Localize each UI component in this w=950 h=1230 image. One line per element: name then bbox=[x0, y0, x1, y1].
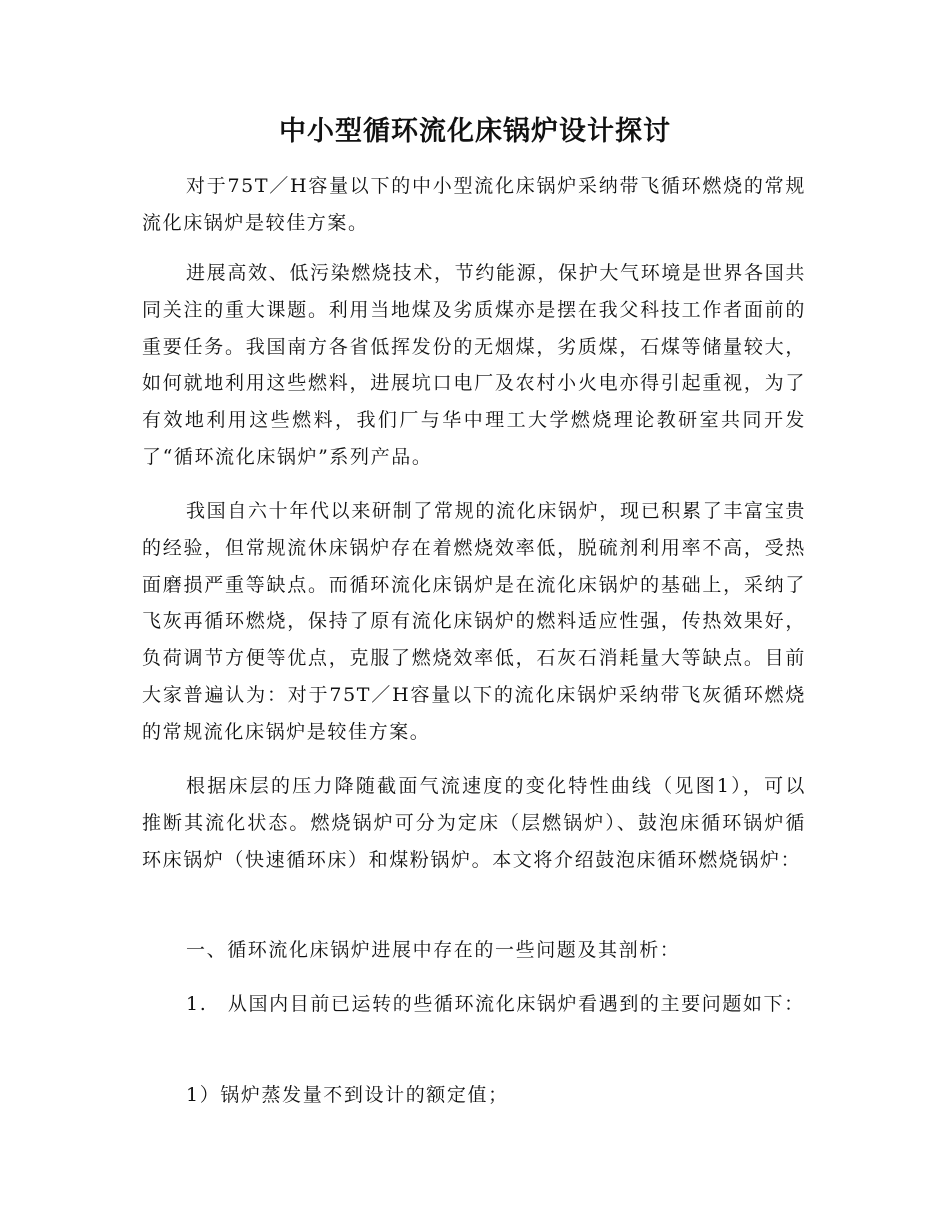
section-heading-problems: 一、循环流化床锅炉进展中存在的一些问题及其剖析： bbox=[186, 939, 681, 961]
paragraph-intro: 对于75T／H容量以下的中小型流化床锅炉采纳带飞循环燃烧的常规流化床锅炉是较佳方案。 bbox=[142, 175, 806, 234]
list-item-1: 1. 从国内目前已运转的些循环流化床锅炉看遇到的主要问题如下： bbox=[186, 993, 805, 1015]
paragraph-history: 我国自六十年代以来研制了常规的流化床锅炉，现已积累了丰富宝贵的经验，但常规流休床锅炉存在着燃烧效率低，脱硫剂利用率不高，受热面磨损严重等缺点。而循环流化床锅炉是在流化床锅炉的基础上，采纳了飞灰再循环燃烧，保持了原有流化床锅炉的燃料适应性强，传热效果好，负荷调节方便等优点，克服了燃烧效率低，石灰石消耗量大等缺点。目前大家普遍认为：对于75T／H容量以下的流化床锅炉采纳带飞灰循环燃烧的常规流化床锅炉是较佳方案。 bbox=[142, 500, 806, 743]
paragraph-background: 进展高效、低污染燃烧技术，节约能源，保护大气环境是世界各国共同关注的重大课题。利用当地煤及劣质煤亦是摆在我父科技工作者面前的重要任务。我国南方各省低挥发份的无烟煤，劣质煤，石煤等储量较大，如何就地利用这些燃料，进展坑口电厂及农村小火电亦得引起重视，为了有效地利用这些燃料，我们厂与华中理工大学燃烧理论教研室共同开发了“循环流化床锅炉”系列产品。 bbox=[142, 262, 806, 468]
sub-list-item-1: 1）锅炉蒸发量不到设计的额定值； bbox=[186, 1084, 509, 1106]
document-title: 中小型循环流化床锅炉设计探讨 bbox=[279, 116, 671, 147]
paragraph-fluidization-states: 根据床层的压力降随截面气流速度的变化特性曲线（见图1），可以推断其流化状态。燃烧锅炉可分为定床（层燃锅炉）、鼓泡床循环锅炉循环床锅炉（快速循环床）和煤粉锅炉。本文将介绍鼓泡床循环燃烧锅炉： bbox=[142, 775, 806, 871]
